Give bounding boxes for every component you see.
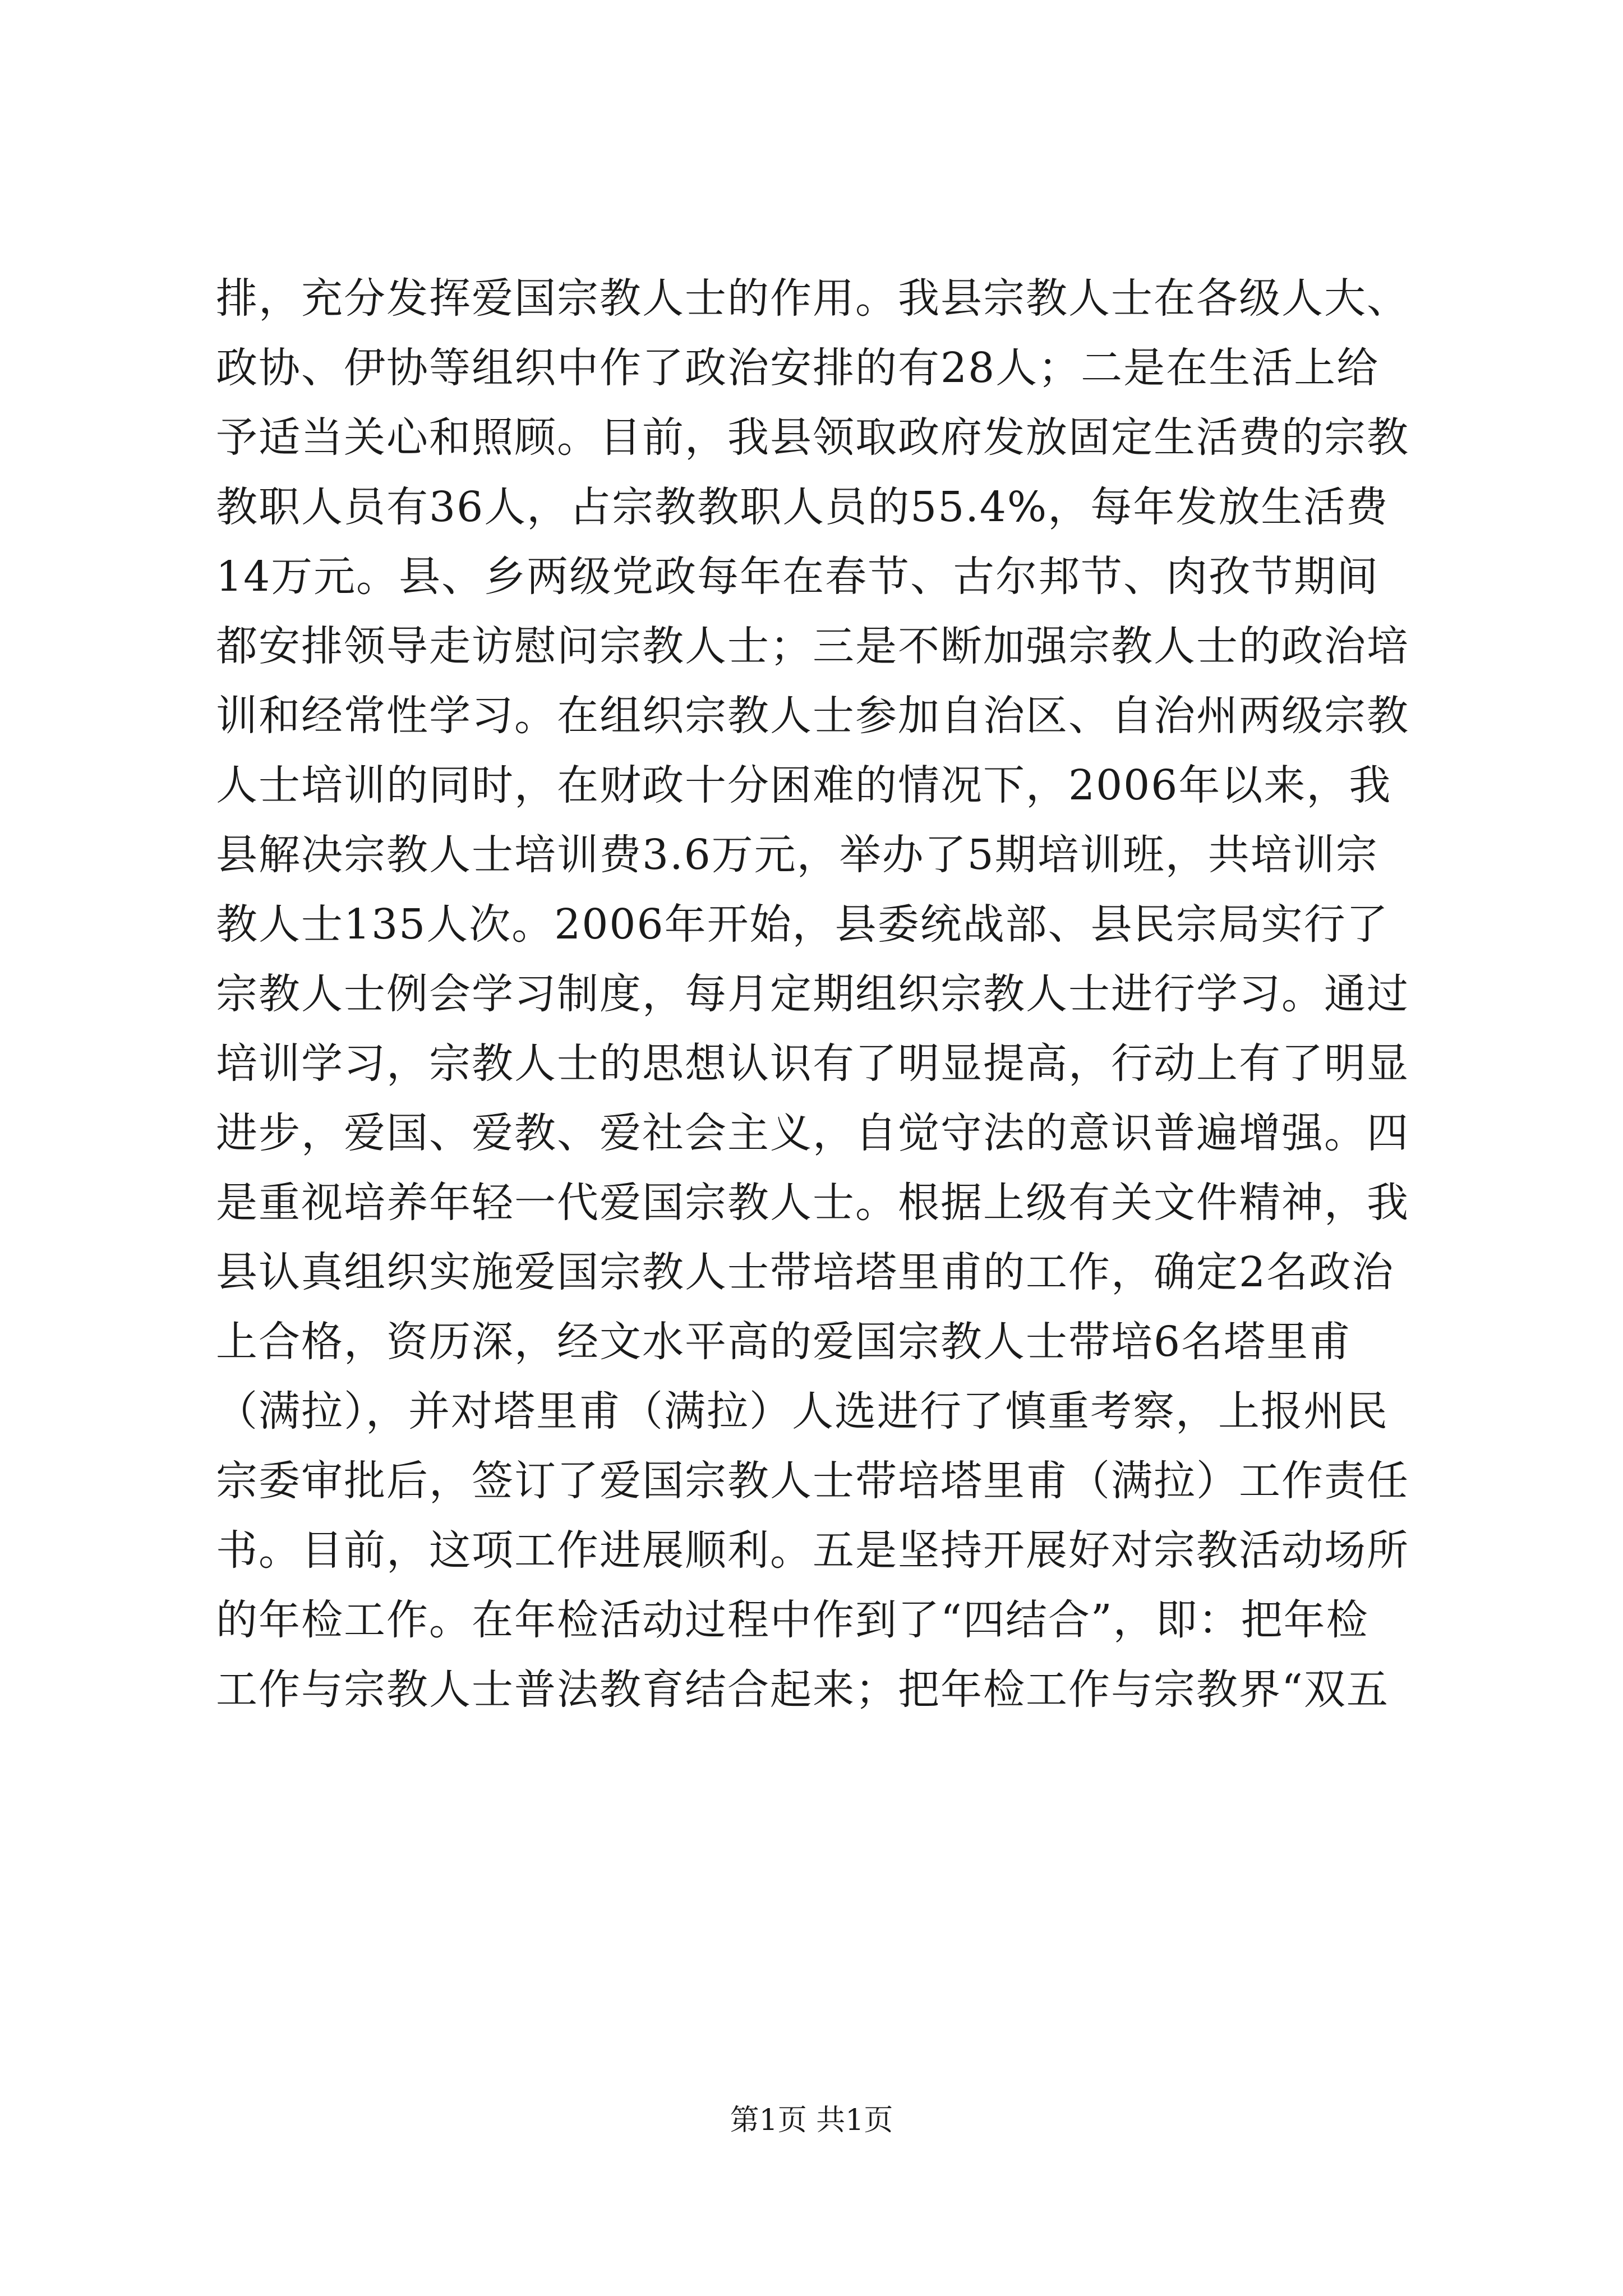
text-line: 排，充分发挥爱国宗教人士的作用。我县宗教人士在各级人大、 — [216, 274, 1409, 323]
text-line: 宗委审批后，签订了爱国宗教人士带培塔里甫（满拉）工作责任 — [216, 1457, 1409, 1505]
text-line: 宗教人士例会学习制度，每月定期组织宗教人士进行学习。通过 — [216, 970, 1409, 1018]
text-line: 都安排领导走访慰问宗教人士；三是不断加强宗教人士的政治培 — [216, 622, 1409, 670]
text-line: 14万元。县、乡两级党政每年在春节、古尔邦节、肉孜节期间 — [216, 553, 1380, 601]
text-line: 上合格，资历深，经文水平高的爱国宗教人士带培6名塔里甫 — [216, 1318, 1352, 1366]
text-line: 人士培训的同时，在财政十分困难的情况下，2006年以来，我 — [216, 761, 1392, 809]
text-line: 政协、伊协等组织中作了政治安排的有28人；二是在生活上给 — [216, 344, 1380, 392]
text-line: 予适当关心和照顾。目前，我县领取政府发放固定生活费的宗教 — [216, 413, 1409, 462]
page-footer — [0, 2101, 1623, 2140]
page-number: 第1页 共1页 — [730, 2104, 893, 2137]
text-line: 县解决宗教人士培训费3.6万元，举办了5期培训班，共培训宗 — [216, 831, 1378, 879]
text-line: 教人士135人次。2006年开始，县委统战部、县民宗局实行了 — [216, 900, 1389, 949]
text-line: 县认真组织实施爱国宗教人士带培塔里甫的工作，确定2名政治 — [216, 1248, 1395, 1296]
text-line: 工作与宗教人士普法教育结合起来；把年检工作与宗教界“双五 — [216, 1665, 1389, 1714]
text-line: 书。目前，这项工作进展顺利。五是坚持开展好对宗教活动场所 — [216, 1526, 1409, 1575]
text-line: 的年检工作。在年检活动过程中作到了“四结合”，即：把年检 — [216, 1596, 1369, 1644]
text-line: 培训学习，宗教人士的思想认识有了明显提高，行动上有了明显 — [216, 1039, 1409, 1088]
body-text — [216, 264, 1416, 1724]
text-line: 教职人员有36人，占宗教教职人员的55.4%，每年发放生活费 — [216, 483, 1389, 531]
text-line: 训和经常性学习。在组织宗教人士参加自治区、自治州两级宗教 — [216, 692, 1409, 740]
text-line: 进步，爱国、爱教、爱社会主义，自觉守法的意识普遍增强。四 — [216, 1109, 1409, 1157]
text-line: 是重视培养年轻一代爱国宗教人士。根据上级有关文件精神，我 — [216, 1179, 1409, 1227]
text-line: （满拉），并对塔里甫（满拉）人选进行了慎重考察，上报州民 — [216, 1387, 1389, 1435]
